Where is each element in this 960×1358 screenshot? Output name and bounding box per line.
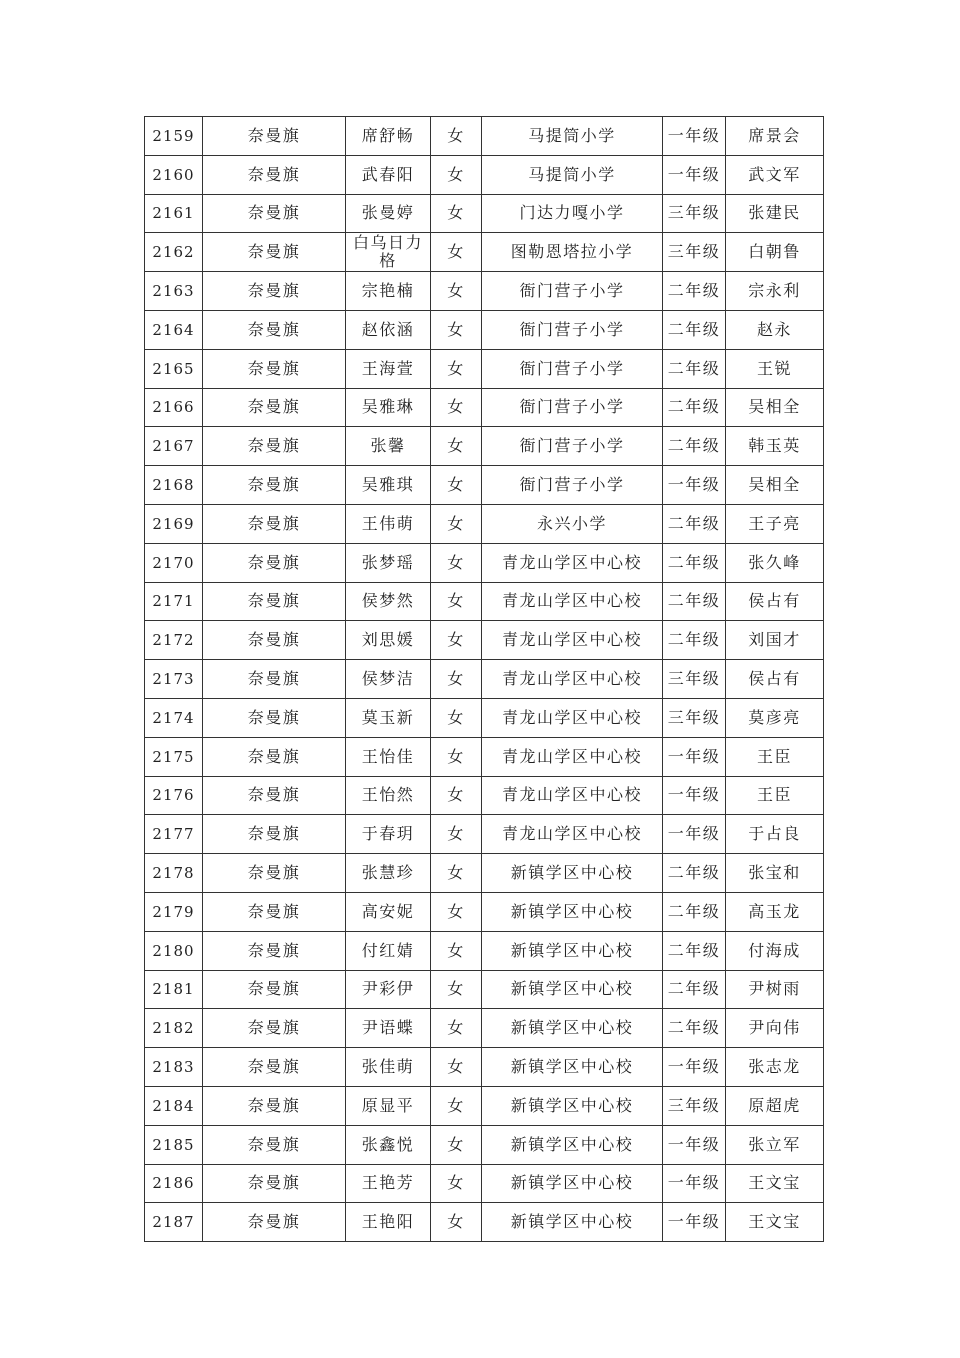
cell-grade: 一年级 <box>663 737 726 776</box>
cell-school: 新镇学区中心校 <box>482 1009 663 1048</box>
cell-county: 奈曼旗 <box>203 892 346 931</box>
table-row <box>145 349 824 388</box>
cell-gender: 女 <box>431 660 482 699</box>
cell-gender: 女 <box>431 194 482 233</box>
cell-county: 奈曼旗 <box>203 194 346 233</box>
cell-county: 奈曼旗 <box>203 698 346 737</box>
cell-student-name: 张曼婷 <box>346 194 431 233</box>
cell-student-name: 付红婧 <box>346 931 431 970</box>
cell-gender: 女 <box>431 1048 482 1087</box>
cell-student-name: 王伟萌 <box>346 504 431 543</box>
cell-school: 新镇学区中心校 <box>482 1086 663 1125</box>
cell-guardian: 宗永利 <box>726 272 824 311</box>
cell-student-name: 白乌日力格 <box>346 233 431 272</box>
table-row <box>145 194 824 233</box>
cell-grade: 二年级 <box>663 970 726 1009</box>
cell-student-name: 王海萱 <box>346 349 431 388</box>
cell-school: 青龙山学区中心校 <box>482 698 663 737</box>
cell-student-name: 宗艳楠 <box>346 272 431 311</box>
cell-number: 2160 <box>145 155 203 194</box>
cell-school: 马提筒小学 <box>482 117 663 156</box>
cell-number: 2175 <box>145 737 203 776</box>
cell-guardian: 张久峰 <box>726 543 824 582</box>
cell-gender: 女 <box>431 776 482 815</box>
cell-student-name: 于春玥 <box>346 815 431 854</box>
cell-number: 2177 <box>145 815 203 854</box>
cell-number: 2185 <box>145 1125 203 1164</box>
cell-grade: 三年级 <box>663 194 726 233</box>
cell-number: 2183 <box>145 1048 203 1087</box>
cell-guardian: 侯占有 <box>726 582 824 621</box>
cell-student-name: 张佳萌 <box>346 1048 431 1087</box>
cell-grade: 二年级 <box>663 543 726 582</box>
cell-gender: 女 <box>431 1009 482 1048</box>
cell-county: 奈曼旗 <box>203 621 346 660</box>
cell-student-name: 王怡然 <box>346 776 431 815</box>
cell-school: 衙门营子小学 <box>482 427 663 466</box>
cell-number: 2161 <box>145 194 203 233</box>
cell-number: 2180 <box>145 931 203 970</box>
cell-number: 2172 <box>145 621 203 660</box>
cell-gender: 女 <box>431 621 482 660</box>
cell-county: 奈曼旗 <box>203 310 346 349</box>
cell-school: 图勒恩塔拉小学 <box>482 233 663 272</box>
cell-guardian: 韩玉英 <box>726 427 824 466</box>
cell-grade: 一年级 <box>663 1164 726 1203</box>
cell-gender: 女 <box>431 349 482 388</box>
cell-grade: 二年级 <box>663 1009 726 1048</box>
cell-number: 2159 <box>145 117 203 156</box>
cell-gender: 女 <box>431 543 482 582</box>
cell-number: 2167 <box>145 427 203 466</box>
cell-school: 新镇学区中心校 <box>482 1203 663 1242</box>
cell-county: 奈曼旗 <box>203 660 346 699</box>
cell-student-name: 侯梦洁 <box>346 660 431 699</box>
cell-grade: 一年级 <box>663 1125 726 1164</box>
cell-county: 奈曼旗 <box>203 155 346 194</box>
cell-guardian: 原超虎 <box>726 1086 824 1125</box>
table-row <box>145 854 824 893</box>
cell-student-name: 张馨 <box>346 427 431 466</box>
cell-gender: 女 <box>431 1086 482 1125</box>
table-row <box>145 1164 824 1203</box>
cell-guardian: 王文宝 <box>726 1164 824 1203</box>
cell-gender: 女 <box>431 698 482 737</box>
table-row <box>145 698 824 737</box>
cell-guardian: 赵永 <box>726 310 824 349</box>
cell-county: 奈曼旗 <box>203 504 346 543</box>
cell-number: 2168 <box>145 466 203 505</box>
cell-student-name: 莫玉新 <box>346 698 431 737</box>
cell-gender: 女 <box>431 737 482 776</box>
cell-number: 2163 <box>145 272 203 311</box>
cell-grade: 三年级 <box>663 698 726 737</box>
cell-school: 衙门营子小学 <box>482 388 663 427</box>
cell-county: 奈曼旗 <box>203 233 346 272</box>
cell-county: 奈曼旗 <box>203 1203 346 1242</box>
cell-county: 奈曼旗 <box>203 815 346 854</box>
cell-gender: 女 <box>431 233 482 272</box>
cell-school: 青龙山学区中心校 <box>482 776 663 815</box>
cell-student-name: 张梦瑶 <box>346 543 431 582</box>
cell-number: 2176 <box>145 776 203 815</box>
cell-county: 奈曼旗 <box>203 117 346 156</box>
table-row <box>145 233 824 272</box>
cell-school: 衙门营子小学 <box>482 349 663 388</box>
cell-grade: 三年级 <box>663 1086 726 1125</box>
cell-guardian: 王臣 <box>726 737 824 776</box>
cell-grade: 一年级 <box>663 815 726 854</box>
cell-guardian: 刘国才 <box>726 621 824 660</box>
cell-county: 奈曼旗 <box>203 388 346 427</box>
cell-gender: 女 <box>431 1125 482 1164</box>
cell-county: 奈曼旗 <box>203 737 346 776</box>
cell-gender: 女 <box>431 466 482 505</box>
cell-student-name: 吴雅琳 <box>346 388 431 427</box>
student-list-table-container <box>144 116 823 1242</box>
cell-number: 2164 <box>145 310 203 349</box>
cell-school: 马提筒小学 <box>482 155 663 194</box>
cell-school: 青龙山学区中心校 <box>482 660 663 699</box>
cell-grade: 一年级 <box>663 155 726 194</box>
cell-guardian: 侯占有 <box>726 660 824 699</box>
cell-number: 2165 <box>145 349 203 388</box>
cell-guardian: 王臣 <box>726 776 824 815</box>
cell-number: 2179 <box>145 892 203 931</box>
cell-grade: 一年级 <box>663 1203 726 1242</box>
cell-student-name: 侯梦然 <box>346 582 431 621</box>
cell-county: 奈曼旗 <box>203 1164 346 1203</box>
cell-county: 奈曼旗 <box>203 931 346 970</box>
cell-county: 奈曼旗 <box>203 1009 346 1048</box>
cell-number: 2170 <box>145 543 203 582</box>
cell-student-name: 赵依涵 <box>346 310 431 349</box>
cell-gender: 女 <box>431 815 482 854</box>
table-row <box>145 504 824 543</box>
cell-guardian: 王文宝 <box>726 1203 824 1242</box>
cell-county: 奈曼旗 <box>203 1048 346 1087</box>
cell-school: 新镇学区中心校 <box>482 892 663 931</box>
cell-school: 新镇学区中心校 <box>482 1125 663 1164</box>
cell-gender: 女 <box>431 310 482 349</box>
table-row <box>145 970 824 1009</box>
cell-county: 奈曼旗 <box>203 776 346 815</box>
cell-school: 永兴小学 <box>482 504 663 543</box>
cell-grade: 二年级 <box>663 310 726 349</box>
table-row <box>145 815 824 854</box>
cell-student-name: 王艳芳 <box>346 1164 431 1203</box>
cell-school: 新镇学区中心校 <box>482 1048 663 1087</box>
cell-number: 2174 <box>145 698 203 737</box>
table-row <box>145 155 824 194</box>
student-list-table <box>144 116 824 1242</box>
cell-grade: 二年级 <box>663 931 726 970</box>
cell-school: 青龙山学区中心校 <box>482 815 663 854</box>
cell-student-name: 席舒畅 <box>346 117 431 156</box>
cell-grade: 二年级 <box>663 504 726 543</box>
cell-gender: 女 <box>431 931 482 970</box>
table-row <box>145 1086 824 1125</box>
cell-gender: 女 <box>431 504 482 543</box>
cell-student-name: 尹彩伊 <box>346 970 431 1009</box>
cell-school: 青龙山学区中心校 <box>482 543 663 582</box>
cell-school: 门达力嘎小学 <box>482 194 663 233</box>
cell-school: 青龙山学区中心校 <box>482 621 663 660</box>
cell-grade: 二年级 <box>663 349 726 388</box>
cell-guardian: 吴相全 <box>726 466 824 505</box>
cell-gender: 女 <box>431 1203 482 1242</box>
cell-gender: 女 <box>431 854 482 893</box>
cell-number: 2187 <box>145 1203 203 1242</box>
cell-student-name: 王艳阳 <box>346 1203 431 1242</box>
cell-grade: 三年级 <box>663 233 726 272</box>
cell-guardian: 吴相全 <box>726 388 824 427</box>
cell-student-name: 张慧珍 <box>346 854 431 893</box>
cell-guardian: 付海成 <box>726 931 824 970</box>
table-body <box>145 117 824 1242</box>
cell-gender: 女 <box>431 970 482 1009</box>
cell-number: 2178 <box>145 854 203 893</box>
table-row <box>145 1009 824 1048</box>
cell-county: 奈曼旗 <box>203 427 346 466</box>
cell-grade: 一年级 <box>663 466 726 505</box>
cell-number: 2186 <box>145 1164 203 1203</box>
cell-gender: 女 <box>431 155 482 194</box>
cell-student-name: 武春阳 <box>346 155 431 194</box>
cell-school: 衙门营子小学 <box>482 272 663 311</box>
cell-guardian: 席景会 <box>726 117 824 156</box>
cell-county: 奈曼旗 <box>203 1086 346 1125</box>
cell-guardian: 于占良 <box>726 815 824 854</box>
table-row <box>145 892 824 931</box>
cell-school: 青龙山学区中心校 <box>482 737 663 776</box>
cell-school: 新镇学区中心校 <box>482 970 663 1009</box>
cell-number: 2173 <box>145 660 203 699</box>
cell-number: 2166 <box>145 388 203 427</box>
cell-gender: 女 <box>431 892 482 931</box>
cell-student-name: 吴雅琪 <box>346 466 431 505</box>
table-row <box>145 660 824 699</box>
cell-number: 2182 <box>145 1009 203 1048</box>
table-row <box>145 1125 824 1164</box>
cell-gender: 女 <box>431 1164 482 1203</box>
cell-grade: 一年级 <box>663 117 726 156</box>
table-row <box>145 543 824 582</box>
cell-number: 2171 <box>145 582 203 621</box>
cell-school: 衙门营子小学 <box>482 310 663 349</box>
cell-gender: 女 <box>431 582 482 621</box>
cell-student-name: 原显平 <box>346 1086 431 1125</box>
table-row <box>145 1048 824 1087</box>
cell-guardian: 王子亮 <box>726 504 824 543</box>
cell-guardian: 张志龙 <box>726 1048 824 1087</box>
cell-guardian: 张宝和 <box>726 854 824 893</box>
cell-gender: 女 <box>431 272 482 311</box>
table-row <box>145 466 824 505</box>
cell-school: 衙门营子小学 <box>482 466 663 505</box>
cell-grade: 二年级 <box>663 388 726 427</box>
table-row <box>145 388 824 427</box>
cell-county: 奈曼旗 <box>203 1125 346 1164</box>
cell-gender: 女 <box>431 427 482 466</box>
cell-grade: 二年级 <box>663 272 726 311</box>
cell-grade: 二年级 <box>663 621 726 660</box>
cell-student-name: 张鑫悦 <box>346 1125 431 1164</box>
cell-number: 2181 <box>145 970 203 1009</box>
cell-grade: 三年级 <box>663 660 726 699</box>
cell-guardian: 白朝鲁 <box>726 233 824 272</box>
cell-student-name: 刘思媛 <box>346 621 431 660</box>
cell-grade: 二年级 <box>663 582 726 621</box>
cell-school: 青龙山学区中心校 <box>482 582 663 621</box>
cell-number: 2169 <box>145 504 203 543</box>
cell-county: 奈曼旗 <box>203 970 346 1009</box>
table-row <box>145 582 824 621</box>
table-row <box>145 1203 824 1242</box>
cell-county: 奈曼旗 <box>203 854 346 893</box>
cell-gender: 女 <box>431 117 482 156</box>
table-row <box>145 931 824 970</box>
cell-grade: 二年级 <box>663 892 726 931</box>
table-row <box>145 621 824 660</box>
cell-student-name: 尹语蝶 <box>346 1009 431 1048</box>
cell-student-name: 高安妮 <box>346 892 431 931</box>
table-row <box>145 272 824 311</box>
cell-school: 新镇学区中心校 <box>482 854 663 893</box>
cell-school: 新镇学区中心校 <box>482 931 663 970</box>
cell-grade: 一年级 <box>663 776 726 815</box>
cell-guardian: 尹树雨 <box>726 970 824 1009</box>
cell-number: 2184 <box>145 1086 203 1125</box>
table-row <box>145 117 824 156</box>
cell-guardian: 高玉龙 <box>726 892 824 931</box>
cell-school: 新镇学区中心校 <box>482 1164 663 1203</box>
table-row <box>145 310 824 349</box>
cell-number: 2162 <box>145 233 203 272</box>
cell-guardian: 王锐 <box>726 349 824 388</box>
cell-county: 奈曼旗 <box>203 543 346 582</box>
cell-county: 奈曼旗 <box>203 582 346 621</box>
cell-gender: 女 <box>431 388 482 427</box>
cell-grade: 二年级 <box>663 854 726 893</box>
cell-guardian: 莫彦亮 <box>726 698 824 737</box>
cell-grade: 二年级 <box>663 427 726 466</box>
cell-county: 奈曼旗 <box>203 466 346 505</box>
cell-guardian: 张建民 <box>726 194 824 233</box>
table-row <box>145 737 824 776</box>
cell-guardian: 武文军 <box>726 155 824 194</box>
cell-guardian: 尹向伟 <box>726 1009 824 1048</box>
cell-county: 奈曼旗 <box>203 272 346 311</box>
cell-grade: 一年级 <box>663 1048 726 1087</box>
cell-guardian: 张立军 <box>726 1125 824 1164</box>
cell-county: 奈曼旗 <box>203 349 346 388</box>
table-row <box>145 776 824 815</box>
table-row <box>145 427 824 466</box>
cell-student-name: 王怡佳 <box>346 737 431 776</box>
